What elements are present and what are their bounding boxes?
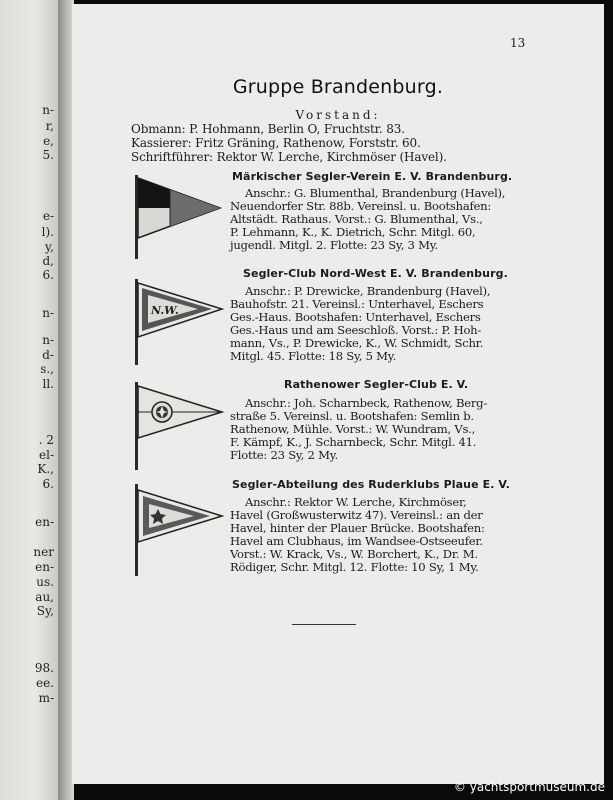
club-text-line: P. Lehmann, K., K. Dietrich, Schr. Mitgl. 60, bbox=[230, 225, 476, 239]
left-fragment: m- bbox=[38, 691, 54, 705]
club-text-line: Havel, hinter der Plauer Brücke. Bootshafen: bbox=[230, 521, 485, 535]
pennant-letters: N.W. bbox=[151, 304, 179, 317]
club-text-line: Rathenow, Mühle. Vorst.: W. Wundram, Vs., bbox=[230, 422, 476, 436]
left-fragment: ee. bbox=[35, 676, 54, 690]
club-entry bbox=[130, 478, 530, 582]
left-fragment: s., bbox=[40, 362, 54, 376]
club-text-line: Ges.-Haus. Bootshafen: Unterhavel, Eschers bbox=[230, 310, 481, 324]
left-fragment: n- bbox=[42, 306, 54, 320]
left-fragment: au, bbox=[35, 590, 54, 604]
club-text-line: Anschr.: P. Drewicke, Brandenburg (Havel), bbox=[245, 284, 491, 298]
left-fragment: 5. bbox=[42, 148, 54, 162]
left-fragment: en- bbox=[35, 560, 54, 574]
club-entry bbox=[130, 267, 530, 369]
section-rule bbox=[292, 624, 356, 625]
board-line: Obmann: P. Hohmann, Berlin O, Fruchtstr. 83. bbox=[131, 122, 405, 136]
club-pennant-flag bbox=[130, 378, 230, 474]
left-fragment: 6. bbox=[42, 477, 54, 491]
left-fragment: n- bbox=[42, 333, 54, 347]
club-text-line: Anschr.: Rektor W. Lerche, Kirchmöser, bbox=[245, 495, 467, 509]
club-name: Segler-Abteilung des Ruderklubs Plaue E. V. bbox=[232, 478, 510, 491]
club-text-line: mann, Vs., P. Drewicke, K., W. Schmidt, Schr. bbox=[230, 336, 484, 350]
club-text-line: jugendl. Mitgl. 2. Flotte: 23 Sy, 3 My. bbox=[230, 238, 438, 252]
left-fragment: 98. bbox=[34, 661, 54, 675]
club-text-line: Mitgl. 45. Flotte: 18 Sy, 5 My. bbox=[230, 349, 397, 363]
book-page bbox=[72, 4, 604, 784]
club-text-line: straße 5. Vereinsl. u. Bootshafen: Semlin b. bbox=[230, 409, 474, 423]
left-fragment: n- bbox=[42, 103, 54, 117]
left-fragment: l). bbox=[41, 225, 54, 239]
club-text-line: Flotte: 23 Sy, 2 My. bbox=[230, 448, 338, 462]
left-page-edge bbox=[0, 0, 58, 800]
left-fragment: ner bbox=[33, 545, 54, 559]
watermark: © yachtsportmuseum.de bbox=[453, 780, 605, 794]
club-text-line: Neuendorfer Str. 88b. Vereinsl. u. Bootshafen: bbox=[230, 199, 492, 213]
left-fragment: . 2 bbox=[38, 433, 54, 447]
club-name: Märkischer Segler-Verein E. V. Brandenburg. bbox=[232, 170, 513, 183]
club-text-line: Ges.-Haus und am Seeschloß. Vorst.: P. Hoh- bbox=[230, 323, 482, 337]
board-line: Schriftführer: Rektor W. Lerche, Kirchmöser (Havel). bbox=[131, 150, 447, 164]
club-entry bbox=[130, 170, 530, 266]
club-text-line: F. Kämpf, K., J. Scharnbeck, Schr. Mitgl. 41. bbox=[230, 435, 477, 449]
club-text-line: Rödiger, Schr. Mitgl. 12. Flotte: 10 Sy, 1 My. bbox=[230, 560, 479, 574]
club-name: Rathenower Segler-Club E. V. bbox=[284, 378, 469, 391]
club-text-line: Bauhofstr. 21. Vereinsl.: Unterhavel, Eschers bbox=[230, 297, 484, 311]
page-number: 13 bbox=[510, 36, 526, 50]
club-text-line: Anschr.: G. Blumenthal, Brandenburg (Havel), bbox=[245, 186, 506, 200]
club-text-line: Havel am Clubhaus, im Wandsee-Ostseeufer. bbox=[230, 534, 483, 548]
club-text-line: Altstädt. Rathaus. Vorst.: G. Blumenthal, Vs., bbox=[230, 212, 483, 226]
left-fragment: e, bbox=[43, 134, 54, 148]
left-fragment: y, bbox=[45, 240, 54, 254]
left-fragment: e- bbox=[42, 209, 54, 223]
left-fragment: 6. bbox=[42, 268, 54, 282]
club-entry bbox=[130, 378, 530, 474]
left-fragment: el- bbox=[39, 448, 54, 462]
left-fragment: Sy, bbox=[36, 604, 54, 618]
board-heading: Vorstand: bbox=[295, 108, 381, 122]
left-fragment: en- bbox=[35, 515, 54, 529]
club-pennant-flag bbox=[130, 170, 230, 262]
left-fragment: d- bbox=[42, 348, 54, 362]
club-pennant-flag bbox=[130, 478, 230, 582]
left-fragment: K., bbox=[37, 462, 54, 476]
club-pennant-flag bbox=[130, 267, 230, 367]
club-text-line: Havel (Großwusterwitz 47). Vereinsl.: an der bbox=[230, 508, 483, 522]
club-text-line: Vorst.: W. Krack, Vs., W. Borchert, K., Dr. M. bbox=[230, 547, 478, 561]
board-line: Kassierer: Fritz Gräning, Rathenow, Forststr. 60. bbox=[131, 136, 421, 150]
left-fragment: d, bbox=[42, 254, 54, 268]
club-text-line: Anschr.: Joh. Scharnbeck, Rathenow, Berg- bbox=[245, 396, 488, 410]
club-name: Segler-Club Nord-West E. V. Brandenburg. bbox=[243, 267, 508, 280]
left-fragment: us. bbox=[36, 575, 54, 589]
left-fragment: r, bbox=[45, 119, 54, 133]
left-fragment: ll. bbox=[42, 377, 54, 391]
page-title: Gruppe Brandenburg. bbox=[232, 76, 444, 98]
